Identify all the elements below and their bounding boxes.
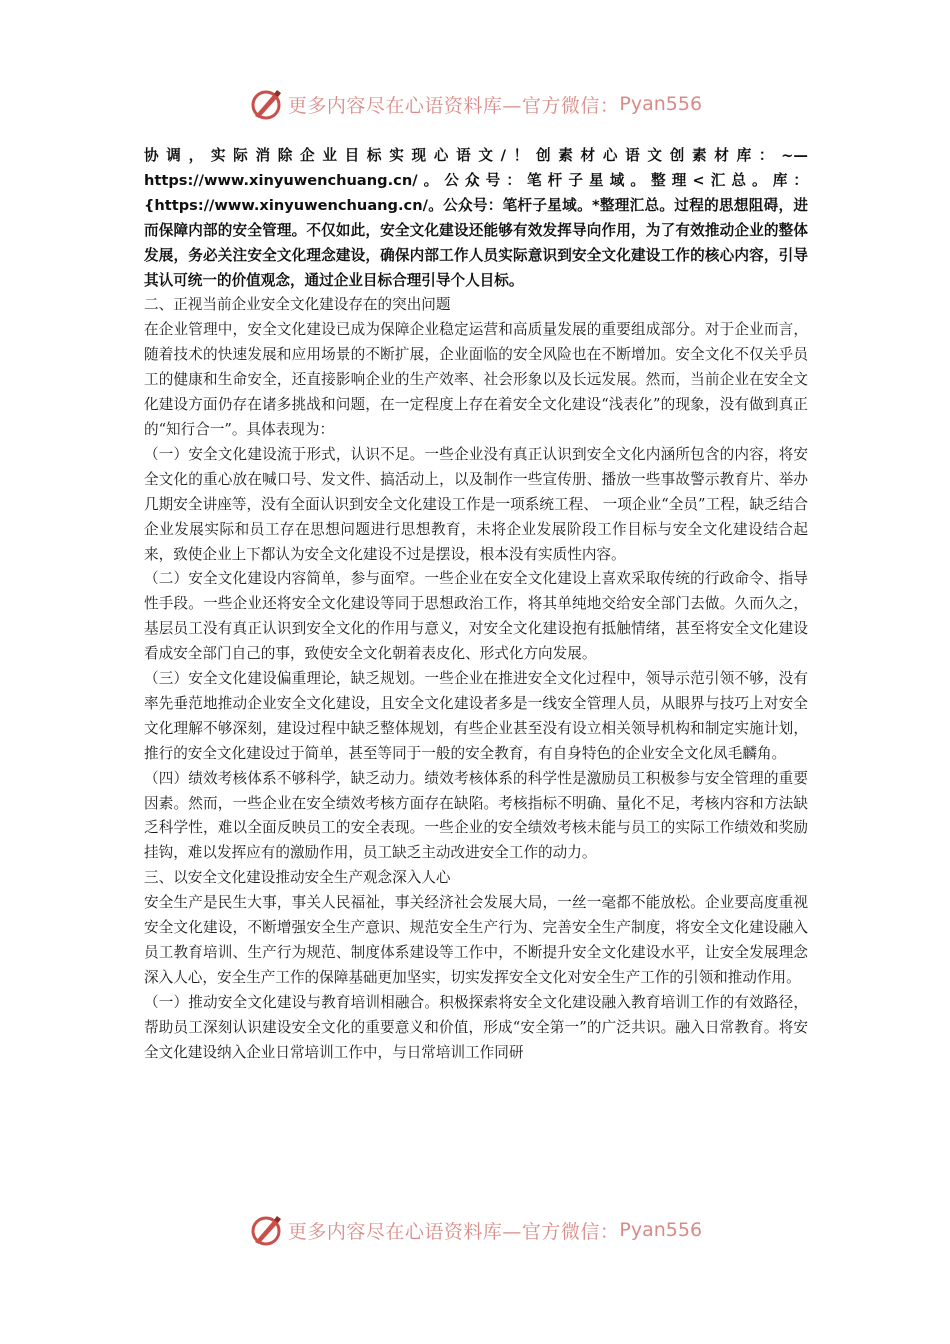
banner-wechat-id: Pyan556 (619, 1219, 703, 1241)
section-heading-2: 二、正视当前企业安全文化建设存在的突出问题 (144, 296, 451, 314)
header-banner (0, 84, 950, 124)
paragraph-intro: 协调，实际消除企业目标实现心语文/！创素材心语文创素材库：~—https://www.xinyuwenchuang.cn/。公众号：笔杆子星域。整理<汇总。库：{https://www.xinyuwenchuang.cn/。公众号：笔杆子星域。*整理汇总。过程的思想阻碍，进而保障内部的安全管理。不仅如此，安全文化建设还能够有效发挥导向作用，为了有效推动企业的整体发展，务必关注安全文化理念建设，确保内部工作人员实际意识到安全文化建设工作的核心内容，引导其认可统一的价值观念，通过企业目标合理引导个人目标。 (144, 147, 808, 289)
banner-text: 更多内容尽在心语资料库—官方微信： (287, 1220, 620, 1243)
paragraph: （一）安全文化建设流于形式，认识不足。一些企业没有真正认识到安全文化内涵所包含的内容，将安全文化的重心放在喊口号、发文件、搞活动上，以及制作一些宣传册、播放一些事故警示教育片、举办几期安全讲座等，没有全面认识到安全文化建设工作是一项系统工程、 一项企业“全员”工程，缺乏结合企业发展实际和员工存在思想问题进行思想教育，未将企业发展阶段工作目标与安全文化建设结合起来，致使企业上下都认为安全文化建设不过是摆设，根本没有实质性内容。 (144, 445, 808, 563)
footer-banner (0, 1210, 950, 1250)
section-heading-3: 三、以安全文化建设推动安全生产观念深入人心 (144, 869, 451, 887)
paragraph: （三）安全文化建设偏重理论，缺乏规划。一些企业在推进安全文化过程中，领导示范引领不够，没有率先垂范地推动企业安全文化建设，且安全文化建设者多是一线安全管理人员，从眼界与技巧上对安全文化理解不够深刻，建设过程中缺乏整体规划，有些企业甚至没有设立相关领导机构和制定实施计划，推行的安全文化建设过于简单，甚至等同于一般的安全教育，有自身特色的企业安全文化凤毛麟角。 (144, 670, 808, 762)
pen-circle-logo-icon (248, 86, 284, 122)
paragraph: （四）绩效考核体系不够科学，缺乏动力。绩效考核体系的科学性是激励员工积极参与安全管理的重要因素。然而，一些企业在安全绩效考核方面存在缺陷。考核指标不明确、量化不足，考核内容和方法缺乏科学性，难以全面反映员工的安全表现。一些企业的安全绩效考核未能与员工的实际工作绩效和奖励挂钩，难以发挥应有的激励作用，员工缺乏主动改进安全工作的动力。 (144, 769, 808, 862)
paragraph: 安全生产是民生大事，事关人民福祉，事关经济社会发展大局，一丝一毫都不能放松。企业要高度重视安全文化建设，不断增强安全生产意识、规范安全生产行为、完善安全生产制度，将安全文化建设融入员工教育培训、生产行为规范、制度体系建设等工作中，不断提升安全文化建设水平，让安全发展理念深入人心，安全生产工作的保障基础更加坚实，切实发挥安全文化对安全生产工作的引领和推动作用。 (144, 894, 808, 986)
banner-text: 更多内容尽在心语资料库—官方微信： (287, 94, 620, 117)
banner-wechat-id: Pyan556 (619, 93, 703, 115)
paragraph: （二）安全文化建设内容简单，参与面窄。一些企业在安全文化建设上喜欢采取传统的行政命令、指导性手段。一些企业还将安全文化建设等同于思想政治工作，将其单纯地交给安全部门去做。久而久之，基层员工没有真正认识到安全文化的作用与意义，对安全文化建设抱有抵触情绪，甚至将安全文化建设看成安全部门自己的事，致使安全文化朝着表皮化、形式化方向发展。 (144, 570, 808, 663)
pen-circle-logo-icon (248, 1212, 284, 1248)
paragraph: 在企业管理中，安全文化建设已成为保障企业稳定运营和高质量发展的重要组成部分。对于企业而言，随着技术的快速发展和应用场景的不断扩展，企业面临的安全风险也在不断增加。安全文化不仅关乎员工的健康和生命安全，还直接影响企业的生产效率、社会形象以及长远发展。然而，当前企业在安全文化建设方面仍存在诸多挑战和问题，在一定程度上存在着安全文化建设“浅表化”的现象，没有做到真正的“知行合一”。具体表现为： (144, 321, 808, 438)
document-body (144, 144, 808, 1066)
paragraph: （一）推动安全文化建设与教育培训相融合。积极探索将安全文化建设融入教育培训工作的有效路径，帮助员工深刻认识建设安全文化的重要意义和价值，形成“安全第一”的广泛共识。融入日常教育。将安全文化建设纳入企业日常培训工作中，与日常培训工作同研 (144, 993, 808, 1061)
